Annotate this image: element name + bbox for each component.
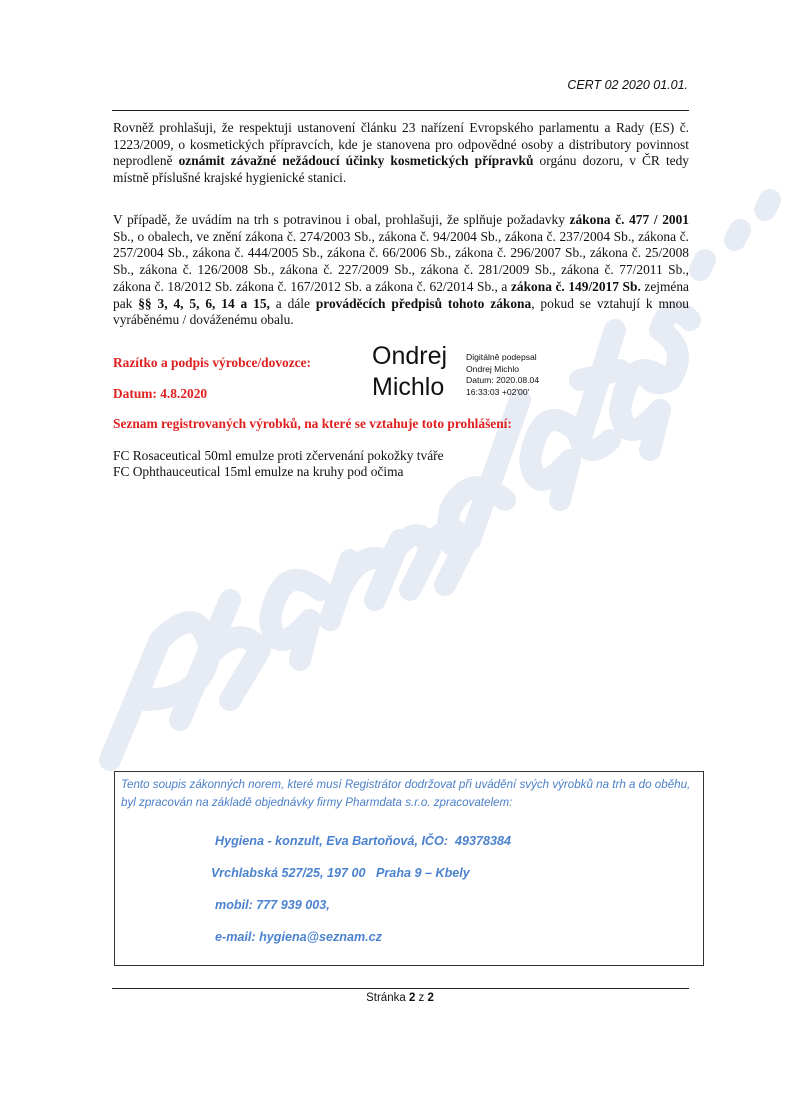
paragraph-declaration (113, 120, 689, 187)
bold-text-segment: §§ 3, 4, 5, 6, 14 a 15, (138, 295, 270, 311)
date-label: Datum: 4.8.2020 (113, 386, 208, 401)
signature-line: Datum: 2020.08.04 (466, 375, 540, 385)
header-divider (112, 110, 689, 111)
text-segment: , pokud se vztahují k mnou vyráběnému / dováženému obalu. (113, 295, 689, 328)
processor-info-box (114, 771, 704, 966)
paragraph-packaging (113, 212, 689, 329)
signature-last-name: Michlo (372, 373, 445, 401)
infobox-mobile: mobil: 777 939 003, (215, 898, 330, 912)
product-item: FC Ophthauceutical 15ml emulze na kruhy pod očima (113, 464, 404, 479)
text-segment: V případě, že uvádím na trh s potravinou i obal, prohlašuji, že splňuje požadavky (113, 212, 570, 227)
signature-line: Digitálně podepsal (466, 352, 537, 362)
total-pages: 2 (427, 992, 434, 1004)
products-heading: Seznam registrovaných výrobků, na které se vztahuje toto prohlášení: (113, 416, 512, 431)
infobox-intro: Tento soupis zákonných norem, které musí Registrátor dodržovat při uvádění svých výrobků na trh a do oběhu, byl zpracován na základě objednávky firmy Pharmdata s.r.o. zpracovatelem: (121, 778, 691, 809)
infobox-company: Hygiena - konzult, Eva Bartoňová, IČO: 49378384 (215, 834, 512, 848)
text-segment: zejména pak (113, 278, 689, 311)
infobox-address: Vrchlabská 527/25, 197 00 Praha 9 – Kbely (211, 866, 470, 880)
bold-text-segment: zákona č. 477 / 2001 (569, 212, 689, 227)
product-item: FC Rosaceutical 50ml emulze proti zčervenání pokožky tváře (113, 448, 444, 463)
infobox-email: e-mail: hygiena@seznam.cz (215, 930, 382, 944)
watermark-stroke (530, 420, 575, 500)
text-segment: Sb., o obalech, ve znění zákona č. 274/2003 Sb., zákona č. 94/2004 Sb., zákona č. 237/2004 Sb., zákona č. 257/2004 Sb., zákona č. 444/2005 Sb., zákona č. 66/2006 Sb., zákona č. 296/2007 Sb., zákona č. 25/2008 Sb., zákona č. 126/2008 Sb., zákona č. 227/2009 Sb., zákona č. 281/2009 Sb., zákona č. 77/2011 Sb., zákona č. 18/2012 Sb. zákona č. 167/2012 Sb. a zákona č. 62/2014 Sb., a (113, 228, 689, 294)
page-separator: z (415, 992, 428, 1004)
text-segment: a dále (269, 295, 316, 311)
page-number (0, 992, 800, 1004)
signature-first-name: Ondrej (372, 342, 448, 370)
text-segment: Rovněž prohlašuji, že respektuji ustanovení článku 23 nařízení Evropského parlamentu a Rady (ES) č. 1223/2009, o kosmetických přípravcích, kde je stanovena pro odpovědné osoby a distributory povinnost neprodleně (113, 120, 689, 169)
text-segment: orgánu dozoru, v ČR tedy místně příslušné krajské hygienické stanici. (113, 153, 689, 186)
bold-text-segment: oznámit závažné nežádoucí účinky kosmetických přípravků (178, 153, 534, 169)
document-code: CERT 02 2020 01.01. (567, 78, 688, 92)
signature-line: Ondrej Michlo (466, 363, 520, 374)
signature-line: 16:33:03 +02'00' (466, 386, 530, 397)
bold-text-segment: zákona č. 149/2017 Sb. (510, 278, 641, 294)
page-label: Stránka (366, 992, 409, 1004)
watermark-stroke (270, 580, 320, 660)
stamp-label: Razítko a podpis výrobce/dovozce: (113, 355, 312, 370)
footer-divider (112, 988, 689, 989)
digital-signature-info (466, 352, 539, 398)
bold-text-segment: prováděcích předpisů tohoto zákona (315, 295, 532, 311)
watermark-stroke (700, 200, 770, 270)
current-page: 2 (408, 992, 416, 1004)
